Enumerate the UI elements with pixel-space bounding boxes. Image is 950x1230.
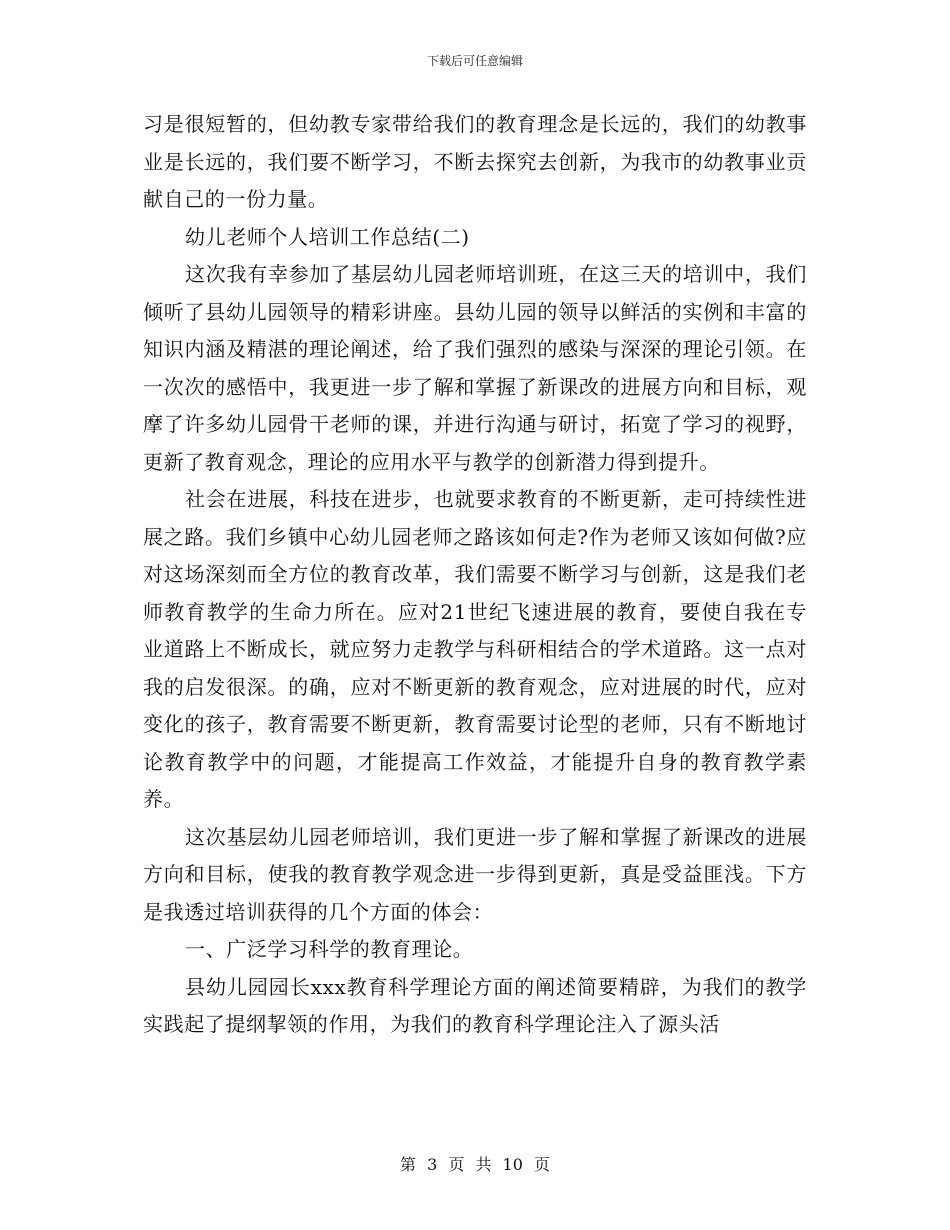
page-number: 第 3 页 共 10 页 bbox=[400, 1155, 550, 1174]
subheading: 一、广泛学习科学的教育理论。 bbox=[185, 937, 474, 961]
paragraph: 社会在进展，科技在进步，也就要求教育的不断更新，走可持续性进展之路。我们乡镇中心幼儿园老师之路该如何走?作为老师又该如何做?应对这场深刻而全方位的教育改革，我们需要不断学习与创新，这是我们老师教育教学的生命力所在。应对21世纪飞速进展的教育，要使自我在专业道路上不断成长，就应努力走教学与科研相结合的学术道路。这一点对我的启发很深。的确，应对不断更新的教育观念，应对进展的时代，应对变化的孩子，教育需要不断更新，教育需要讨论型的老师，只有不断地讨论教育教学中的问题，才能提高工作效益，才能提升自身的教育教学素养。 bbox=[143, 487, 807, 811]
paragraph: 这次基层幼儿园老师培训，我们更进一步了解和掌握了新课改的进展方向和目标，使我的教育教学观念进一步得到更新，真是受益匪浅。下方是我透过培训获得的几个方面的体会： bbox=[143, 824, 807, 924]
paragraph: 这次我有幸参加了基层幼儿园老师培训班，在这三天的培训中，我们倾听了县幼儿园领导的精彩讲座。县幼儿园的领导以鲜活的实例和丰富的知识内涵及精湛的理论阐述，给了我们强烈的感染与深深的理论引领。在一次次的感悟中，我更进一步了解和掌握了新课改的进展方向和目标，观摩了许多幼儿园骨干老师的课，并进行沟通与研讨，拓宽了学习的视野，更新了教育观念，理论的应用水平与教学的创新潜力得到提升。 bbox=[143, 262, 807, 474]
section-heading: 幼儿老师个人培训工作总结(二) bbox=[185, 224, 470, 249]
paragraph: 县幼儿园园长xxx教育科学理论方面的阐述简要精辟，为我们的教学实践起了提纲挈领的作用，为我们的教育科学理论注入了源头活 bbox=[143, 974, 807, 1036]
document-body bbox=[143, 106, 807, 1044]
paragraph-continuation: 习是很短暂的，但幼教专家带给我们的教育理念是长远的，我们的幼教事业是长远的，我们要不断学习，不断去探究去创新，为我市的幼教事业贡献自己的一份力量。 bbox=[143, 112, 807, 211]
page-header: 下载后可任意编辑 bbox=[426, 54, 523, 68]
